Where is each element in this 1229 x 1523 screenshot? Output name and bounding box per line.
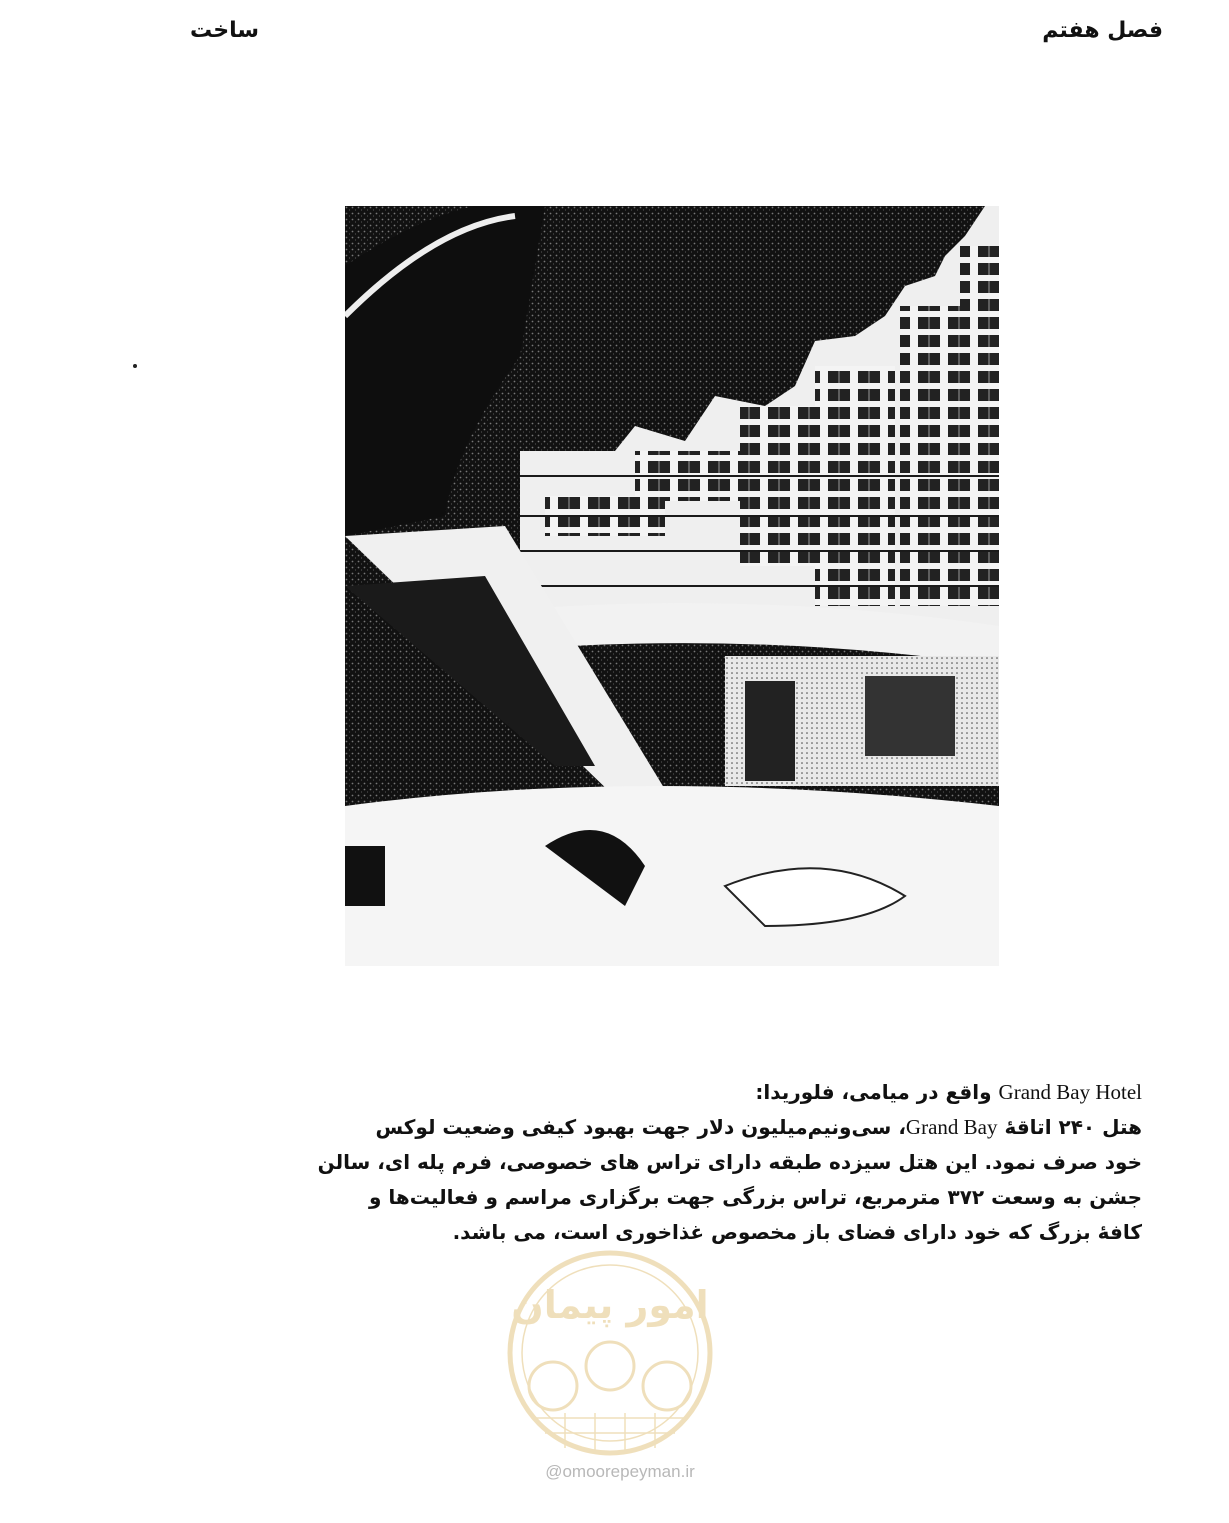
- caption-line-2: [170, 1110, 1142, 1145]
- scan-speck: [133, 364, 137, 368]
- hotel-photo-illustration: [345, 206, 999, 966]
- caption-text-2b: ، سی‌ونیم‌میلیون دلار جهت بهبود کیفی وضعیت لوکس: [375, 1115, 906, 1139]
- photo-caption: [170, 1075, 1142, 1250]
- hotel-name-en: Grand Bay Hotel: [998, 1080, 1142, 1104]
- watermark-logo: [505, 1248, 715, 1458]
- chapter-subtitle: ساخت: [190, 18, 260, 43]
- caption-line-5: کافهٔ بزرگ که خود دارای فضای باز مخصوص غذاخوری است، می باشد.: [452, 1220, 1142, 1244]
- watermark-url: @omoorepeyman.ir: [545, 1462, 695, 1481]
- chapter-title: فصل هفتم: [1042, 18, 1163, 43]
- hotel-photo: [345, 206, 999, 966]
- hotel-location: واقع در میامی، فلوریدا:: [755, 1080, 999, 1104]
- caption-text-2a: هتل ۲۴۰ اتاقهٔ: [997, 1115, 1142, 1139]
- caption-line-1: [170, 1075, 1142, 1110]
- watermark-logo-text: امور پیمان: [511, 1283, 709, 1327]
- caption-line-4: جشن به وسعت ۳۷۲ مترمربع، تراس بزرگی جهت برگزاری مراسم و فعالیت‌ها و: [369, 1185, 1142, 1209]
- caption-line-3: خود صرف نمود. این هتل سیزده طبقه دارای تراس های خصوصی، فرم پله ای، سالن: [317, 1150, 1142, 1174]
- hotel-short-name-en: Grand Bay: [905, 1115, 998, 1139]
